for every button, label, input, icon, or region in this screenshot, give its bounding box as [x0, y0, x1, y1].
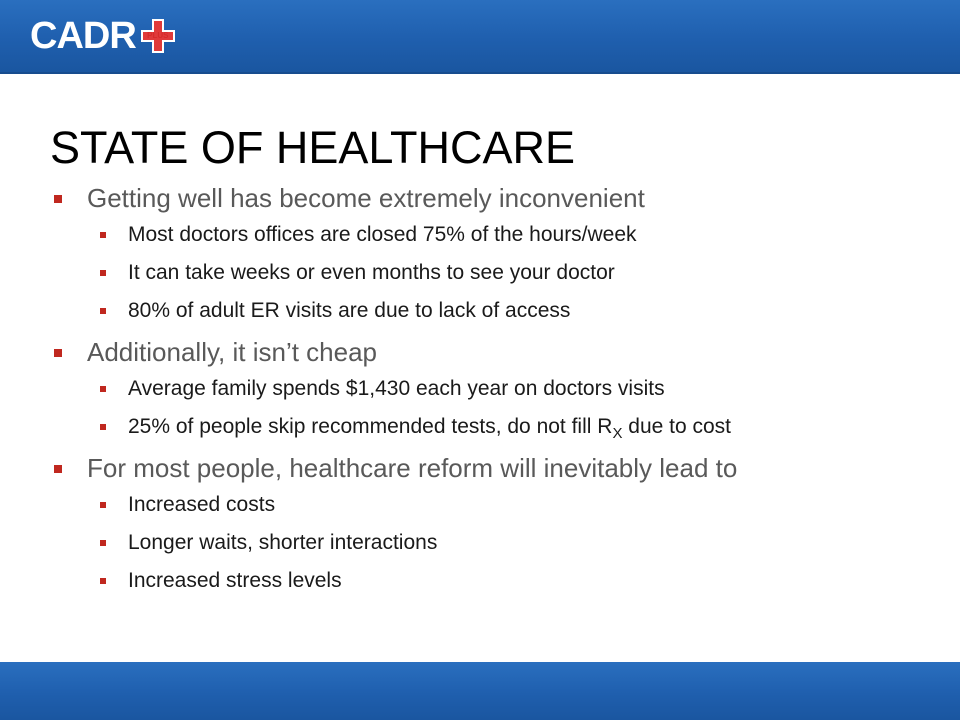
bullet-inconvenient — [52, 180, 932, 216]
bullet-text: For most people, healthcare reform will inevitably lead to — [87, 453, 738, 483]
square-bullet-icon — [100, 424, 106, 430]
sub-bullet-text: Longer waits, shorter interactions — [128, 531, 438, 554]
sub-bullet-offices-closed — [52, 220, 932, 250]
bullet-list — [52, 180, 932, 604]
header-band-edge — [0, 72, 960, 74]
sub-bullet-text-pre: 25% of people skip recommended tests, do not fill R — [128, 415, 613, 438]
sub-bullet-text: Most doctors offices are closed 75% of the hours/week — [128, 223, 637, 246]
square-bullet-icon — [100, 270, 106, 276]
sub-bullet-stress-levels — [52, 566, 932, 596]
logo-plus-label: PLUS — [147, 31, 169, 40]
square-bullet-icon — [54, 349, 62, 357]
square-bullet-icon — [100, 386, 106, 392]
square-bullet-icon — [100, 540, 106, 546]
square-bullet-icon — [100, 308, 106, 314]
bullet-healthcare-reform — [52, 450, 932, 486]
square-bullet-icon — [100, 502, 106, 508]
medical-cross-icon — [138, 16, 178, 56]
bullet-not-cheap — [52, 334, 932, 370]
sub-bullet-wait-weeks — [52, 258, 932, 288]
sub-bullet-text: 80% of adult ER visits are due to lack of access — [128, 299, 571, 322]
square-bullet-icon — [54, 465, 62, 473]
bullet-text: Additionally, it isn’t cheap — [87, 337, 378, 367]
sub-bullet-family-spend — [52, 374, 932, 404]
rx-subscript: X — [612, 425, 623, 442]
sub-bullet-skip-tests — [52, 412, 932, 442]
square-bullet-icon — [54, 195, 62, 203]
sub-bullet-er-visits — [52, 296, 932, 326]
bullet-text: Getting well has become extremely inconvenient — [87, 183, 645, 213]
logo-text: CADR — [30, 15, 136, 57]
sub-bullet-text: It can take weeks or even months to see your doctor — [128, 261, 615, 284]
sub-bullet-text-post: due to cost — [622, 415, 732, 438]
footer-band — [0, 662, 960, 720]
sub-bullet-increased-costs — [52, 490, 932, 520]
slide-title: STATE OF HEALTHCARE — [50, 122, 576, 173]
sub-bullet-text: Increased costs — [128, 493, 276, 516]
square-bullet-icon — [100, 578, 106, 584]
sub-bullet-text: Average family spends $1,430 each year on doctors visits — [128, 377, 665, 400]
sub-bullet-longer-waits — [52, 528, 932, 558]
cadr-plus-logo — [30, 14, 178, 58]
square-bullet-icon — [100, 232, 106, 238]
sub-bullet-text: Increased stress levels — [128, 569, 342, 592]
